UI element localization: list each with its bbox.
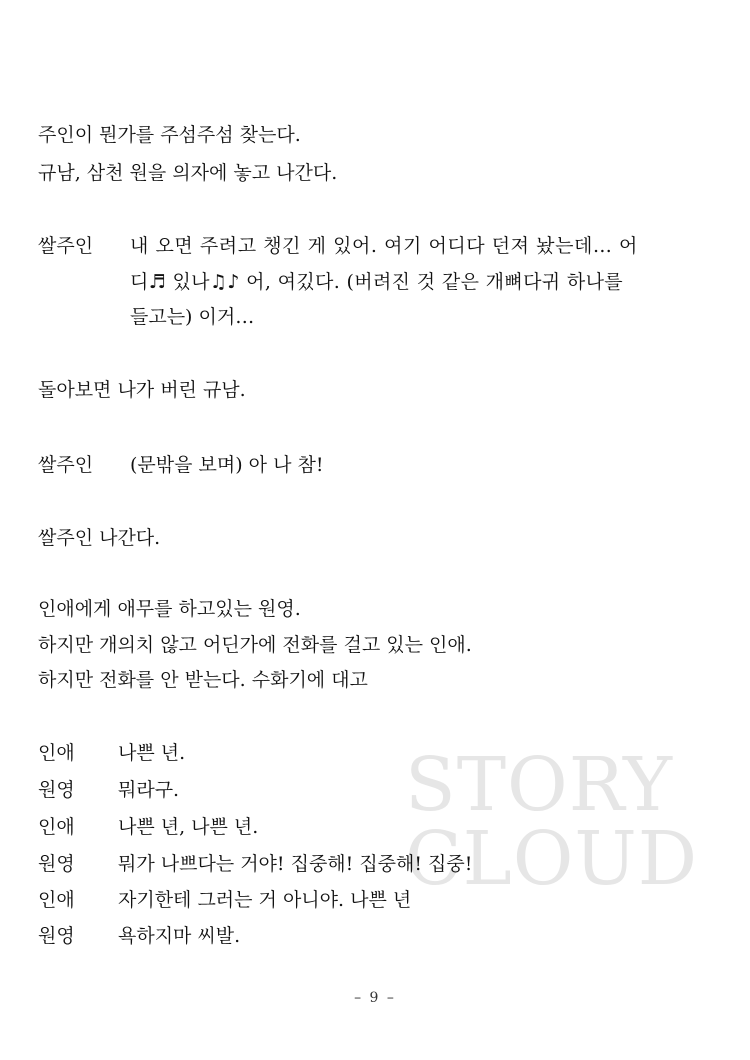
dialogue-line: 디♬ 있나♫♪ 어, 여깄다. (버려진 것 같은 개뼈다귀 하나를 bbox=[130, 271, 623, 293]
speaker-name: 인애 bbox=[38, 889, 75, 911]
speaker-name: 쌀주인 bbox=[38, 235, 94, 257]
page-number: – 9 – bbox=[354, 990, 396, 1006]
action-line: 하지만 개의치 않고 어딘가에 전화를 걸고 있는 인애. bbox=[38, 634, 472, 656]
dialogue-line: (문밖을 보며) 아 나 참! bbox=[130, 454, 324, 476]
dialogue-line: 뭐가 나쁘다는 거야! 집중해! 집중해! 집중! bbox=[118, 853, 473, 875]
dialogue-line: 내 오면 주려고 챙긴 게 있어. 여기 어디다 던져 놨는데… 어 bbox=[130, 235, 638, 257]
speaker-name: 인애 bbox=[38, 742, 75, 764]
speaker-name: 인애 bbox=[38, 816, 75, 838]
dialogue-line: 자기한테 그러는 거 아니야. 나쁜 년 bbox=[118, 889, 412, 911]
dialogue-line: 나쁜 년. bbox=[118, 742, 186, 764]
dialogue-line: 들고는) 이거… bbox=[130, 306, 255, 328]
speaker-name: 원영 bbox=[38, 779, 75, 801]
watermark-logo: STORY CLOUD bbox=[405, 742, 699, 902]
action-line: 인애에게 애무를 하고있는 원영. bbox=[38, 598, 301, 620]
action-line: 주인이 뭔가를 주섬주섬 찾는다. bbox=[38, 124, 301, 146]
dialogue-line: 나쁜 년, 나쁜 년. bbox=[118, 816, 259, 838]
action-line: 쌀주인 나간다. bbox=[38, 527, 161, 549]
dialogue-line: 욕하지마 씨발. bbox=[118, 925, 241, 947]
action-line: 규남, 삼천 원을 의자에 놓고 나간다. bbox=[38, 162, 338, 184]
speaker-name: 쌀주인 bbox=[38, 454, 94, 476]
action-line: 하지만 전화를 안 받는다. 수화기에 대고 bbox=[38, 669, 368, 691]
speaker-name: 원영 bbox=[38, 853, 75, 875]
dialogue-line: 뭐라구. bbox=[118, 779, 180, 801]
action-line: 돌아보면 나가 버린 규남. bbox=[38, 379, 246, 401]
speaker-name: 원영 bbox=[38, 925, 75, 947]
